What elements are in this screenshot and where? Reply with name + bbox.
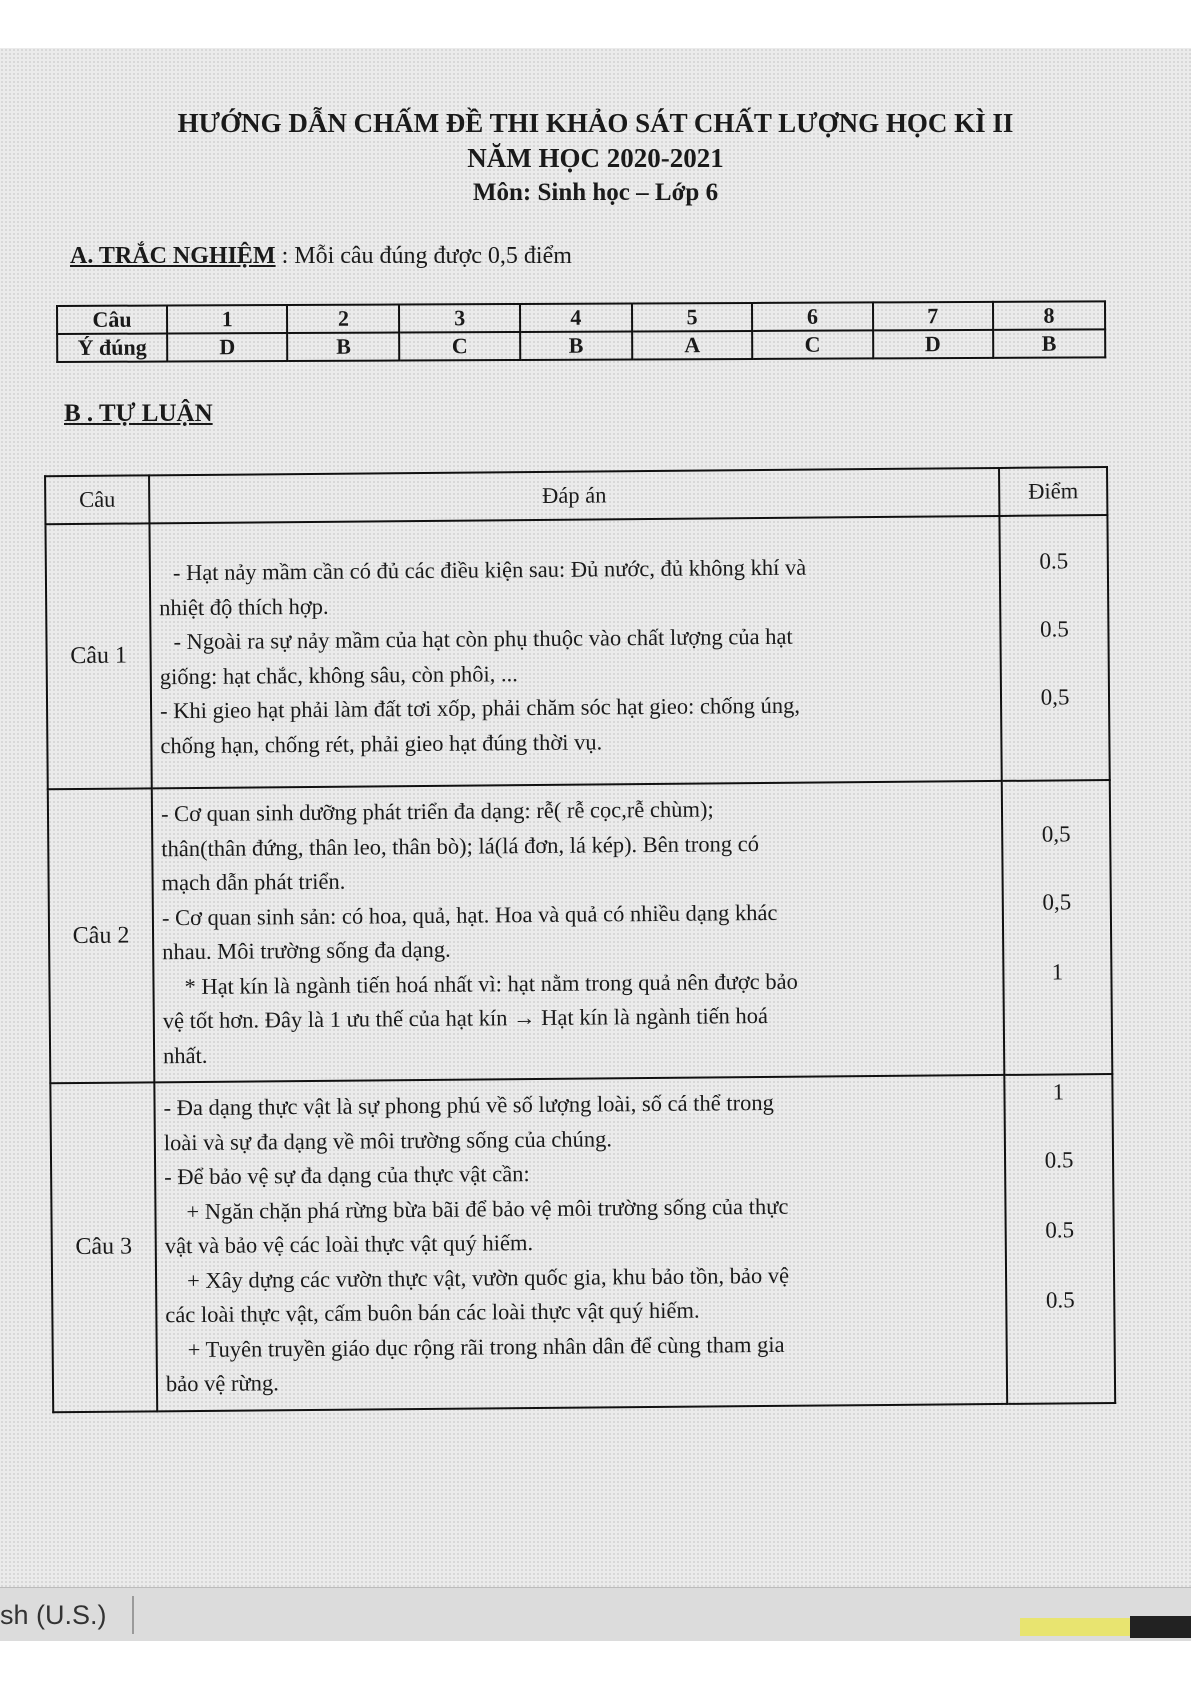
answer-line: giống: hạt chắc, không sâu, còn phôi, ... xyxy=(159,660,518,689)
taskbar-dark-block xyxy=(1130,1616,1191,1638)
taskbar xyxy=(0,1587,1191,1641)
score-value: 0,5 xyxy=(1042,889,1072,915)
score-cell xyxy=(1002,780,1113,1075)
correct-answer: D xyxy=(167,333,287,362)
score-cell xyxy=(1004,1074,1115,1403)
question-label: Câu 1 xyxy=(45,523,151,789)
section-a-heading xyxy=(70,243,572,270)
answer-line: nhiệt độ thích hợp. xyxy=(159,593,329,620)
question-number: 2 xyxy=(287,305,399,333)
section-a-title: A. TRẮC NGHIỆM xyxy=(70,243,276,269)
correct-answer: B xyxy=(287,333,399,361)
essay-answer-table xyxy=(44,466,1116,1413)
score-value: 0.5 xyxy=(1045,1217,1075,1243)
answer-line: + Tuyên truyền giáo dục rộng rãi trong nhân dân để cùng tham gia xyxy=(187,1331,785,1362)
correct-answer: C xyxy=(400,332,520,361)
question-number: 8 xyxy=(993,301,1105,329)
answer-text xyxy=(149,516,1001,788)
taskbar-highlight xyxy=(1020,1618,1130,1636)
answer-line: vật và bảo vệ các loài thực vật quý hiếm. xyxy=(164,1230,534,1259)
correct-answer: A xyxy=(632,331,752,360)
answer-line: * Hạt kín là ngành tiến hoá nhất vì: hạt nằm trong quả nên được bảo xyxy=(184,968,798,999)
section-a-note: : Mỗi câu đúng được 0,5 điểm xyxy=(275,243,572,269)
col-header-question: Câu xyxy=(45,475,149,524)
answer-line: - Để bảo vệ sự đa dạng của thực vật cần: xyxy=(164,1161,530,1190)
doc-title-line2: NĂM HỌC 2020-2021 xyxy=(467,143,724,173)
answer-line: + Xây dựng các vườn thực vật, vườn quốc gia, khu bảo tồn, bảo vệ xyxy=(186,1262,790,1293)
question-number: 5 xyxy=(632,303,752,332)
row-label-question: Câu xyxy=(57,306,167,334)
taskbar-separator xyxy=(132,1596,134,1634)
correct-answer: B xyxy=(993,329,1105,357)
question-label: Câu 3 xyxy=(50,1082,157,1411)
essay-row-q2 xyxy=(48,780,1113,1083)
answer-line: - Cơ quan sinh sản: có hoa, quả, hạt. Hoa và quả có nhiều dạng khác xyxy=(161,899,778,930)
answer-line: - Khi gieo hạt phải làm đất tơi xốp, phải chăm sóc hạt gieo: chống úng, xyxy=(159,692,801,724)
correct-answer: C xyxy=(752,330,872,359)
correct-answer: B xyxy=(520,331,632,359)
col-header-score: Điểm xyxy=(999,467,1107,516)
question-label: Câu 2 xyxy=(48,788,155,1083)
score-value: 0.5 xyxy=(1039,548,1069,574)
multiple-choice-answer-table xyxy=(56,300,1106,363)
answer-line: + Ngăn chặn phá rừng bừa bãi để bảo vệ môi trường sống của thực xyxy=(186,1193,789,1224)
answer-line: mạch dẫn phát triển. xyxy=(161,868,346,896)
correct-answer: D xyxy=(873,330,993,359)
answer-line: chống hạn, chống rét, phải gieo hạt đúng thời vụ. xyxy=(160,728,603,758)
answer-line: - Cơ quan sinh dưỡng phát triển đa dạng: rễ( rễ cọc,rễ chùm); xyxy=(160,796,714,827)
answer-line: thân(thân đứng, thân leo, thân bò); lá(lá đơn, lá kép). Bên trong có xyxy=(161,830,760,861)
essay-row-q3 xyxy=(50,1074,1115,1412)
score-value: 0.5 xyxy=(1045,1287,1075,1313)
doc-title-line1: HƯỚNG DẪN CHẤM ĐỀ THI KHẢO SÁT CHẤT LƯỢNG HỌC KÌ II xyxy=(177,108,1014,138)
score-value: 0,5 xyxy=(1041,821,1071,847)
answer-line: - Ngoài ra sự nảy mầm của hạt còn phụ thuộc vào chất lượng của hạt xyxy=(173,623,793,655)
answer-line: nhau. Môi trường sống đa dạng. xyxy=(162,936,451,965)
question-number: 3 xyxy=(399,304,519,333)
score-value: 1 xyxy=(1052,1079,1065,1105)
col-header-answer: Đáp án xyxy=(149,468,999,523)
correct-answer-row xyxy=(57,329,1105,362)
answer-line: loài và sự đa dạng về môi trường sống của chúng. xyxy=(163,1125,613,1155)
answer-line: - Hạt nảy mầm cần có đủ các điều kiện sau: Đủ nước, đủ không khí và xyxy=(172,554,807,586)
question-number: 4 xyxy=(520,303,632,331)
answer-line: các loài thực vật, cấm buôn bán các loài thực vật quý hiếm. xyxy=(165,1297,700,1328)
doc-subject-line: Môn: Sinh học – Lớp 6 xyxy=(472,179,719,206)
language-indicator[interactable]: sh (U.S.) xyxy=(0,1600,107,1630)
question-number: 7 xyxy=(872,302,992,331)
score-cell xyxy=(999,515,1109,781)
answer-text xyxy=(154,1075,1007,1411)
question-number: 6 xyxy=(752,302,872,331)
answer-line: vệ tốt hơn. Đây là 1 ưu thế của hạt kín → Hạt kín là ngành tiến hoá xyxy=(162,1002,769,1034)
answer-line: bảo vệ rừng. xyxy=(165,1370,279,1397)
score-value: 0.5 xyxy=(1044,1147,1074,1173)
answer-line: nhất. xyxy=(162,1042,208,1068)
answer-line: - Đa dạng thực vật là sự phong phú về số lượng loài, số cá thể trong xyxy=(163,1089,774,1121)
row-label-answer: Ý đúng xyxy=(57,334,167,362)
question-number: 1 xyxy=(167,305,287,334)
essay-row-q1 xyxy=(45,515,1109,789)
answer-text xyxy=(152,781,1005,1082)
score-value: 0,5 xyxy=(1040,684,1070,710)
score-value: 1 xyxy=(1051,959,1064,985)
section-b-title: B . TỰ LUẬN xyxy=(64,400,213,427)
score-value: 0.5 xyxy=(1039,616,1069,642)
